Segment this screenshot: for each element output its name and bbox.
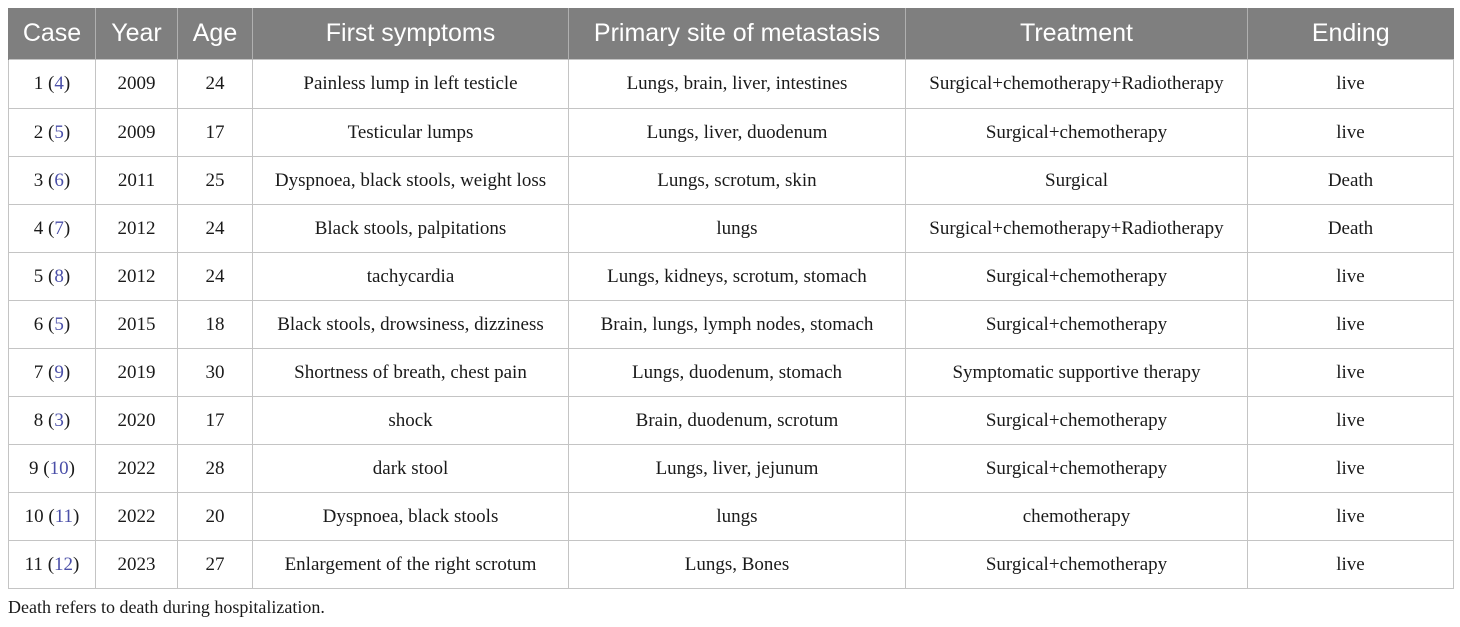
header-treatment: Treatment — [906, 8, 1248, 60]
cell-case: 9 (10) — [9, 445, 96, 493]
case-table-container — [8, 8, 1453, 589]
cell-ending: live — [1248, 397, 1454, 445]
reference-link[interactable]: 12 — [54, 553, 74, 575]
table-row — [9, 109, 1454, 157]
cell-first-symptoms: Shortness of breath, chest pain — [253, 349, 569, 397]
cell-ending: live — [1248, 301, 1454, 349]
reference-link[interactable]: 8 — [54, 265, 64, 287]
cell-treatment: Surgical+chemotherapy — [906, 253, 1248, 301]
cell-year: 2009 — [96, 60, 178, 109]
reference-link[interactable]: 3 — [54, 409, 64, 431]
cell-first-symptoms: Dyspnoea, black stools, weight loss — [253, 157, 569, 205]
cell-first-symptoms: Dyspnoea, black stools — [253, 493, 569, 541]
cell-first-symptoms: Testicular lumps — [253, 109, 569, 157]
cell-metastasis-site: Lungs, scrotum, skin — [569, 157, 906, 205]
case-table — [8, 8, 1454, 589]
cell-year: 2012 — [96, 253, 178, 301]
header-row — [9, 8, 1454, 60]
cell-treatment: Surgical+chemotherapy — [906, 541, 1248, 589]
header-metastasis-site: Primary site of metastasis — [569, 8, 906, 60]
table-row — [9, 493, 1454, 541]
case-number: 3 — [33, 169, 44, 191]
cell-age: 17 — [178, 397, 253, 445]
case-number: 8 — [33, 409, 44, 431]
cell-treatment: chemotherapy — [906, 493, 1248, 541]
cell-age: 24 — [178, 60, 253, 109]
cell-age: 17 — [178, 109, 253, 157]
cell-age: 30 — [178, 349, 253, 397]
cell-treatment: Surgical+chemotherapy+Radiotherapy — [906, 205, 1248, 253]
table-row — [9, 253, 1454, 301]
table-row — [9, 541, 1454, 589]
cell-age: 24 — [178, 253, 253, 301]
cell-year: 2022 — [96, 493, 178, 541]
header-year: Year — [96, 8, 178, 60]
cell-case: 2 (5) — [9, 109, 96, 157]
cell-year: 2012 — [96, 205, 178, 253]
cell-first-symptoms: Black stools, drowsiness, dizziness — [253, 301, 569, 349]
cell-case: 8 (3) — [9, 397, 96, 445]
table-row — [9, 205, 1454, 253]
header-first-symptoms: First symptoms — [253, 8, 569, 60]
cell-year: 2020 — [96, 397, 178, 445]
cell-metastasis-site: Lungs, brain, liver, intestines — [569, 60, 906, 109]
table-row — [9, 301, 1454, 349]
cell-metastasis-site: lungs — [569, 493, 906, 541]
cell-metastasis-site: Lungs, Bones — [569, 541, 906, 589]
case-number: 4 — [33, 217, 44, 239]
table-row — [9, 445, 1454, 493]
cell-treatment: Surgical+chemotherapy — [906, 301, 1248, 349]
reference-link[interactable]: 6 — [54, 169, 64, 191]
table-footnote: Death refers to death during hospitalization. — [8, 597, 325, 617]
cell-ending: Death — [1248, 157, 1454, 205]
cell-treatment: Symptomatic supportive therapy — [906, 349, 1248, 397]
header-case: Case — [9, 8, 96, 60]
cell-metastasis-site: Lungs, duodenum, stomach — [569, 349, 906, 397]
cell-metastasis-site: Lungs, liver, jejunum — [569, 445, 906, 493]
reference-link[interactable]: 5 — [54, 121, 64, 143]
case-number: 9 — [29, 457, 39, 479]
cell-first-symptoms: Enlargement of the right scrotum — [253, 541, 569, 589]
reference-link[interactable]: 4 — [54, 73, 64, 94]
cell-ending: live — [1248, 493, 1454, 541]
cell-metastasis-site: Lungs, liver, duodenum — [569, 109, 906, 157]
cell-year: 2022 — [96, 445, 178, 493]
table-row — [9, 397, 1454, 445]
case-number: 5 — [33, 265, 44, 287]
case-number: 7 — [33, 361, 44, 383]
case-number: 1 — [33, 73, 44, 94]
cell-year: 2015 — [96, 301, 178, 349]
cell-case: 4 (7) — [9, 205, 96, 253]
cell-metastasis-site: Brain, lungs, lymph nodes, stomach — [569, 301, 906, 349]
cell-ending: live — [1248, 541, 1454, 589]
cell-treatment: Surgical+chemotherapy — [906, 109, 1248, 157]
cell-age: 20 — [178, 493, 253, 541]
cell-age: 28 — [178, 445, 253, 493]
cell-year: 2019 — [96, 349, 178, 397]
case-number: 11 — [24, 553, 43, 575]
cell-treatment: Surgical — [906, 157, 1248, 205]
table-body — [9, 60, 1454, 589]
cell-ending: live — [1248, 60, 1454, 109]
cell-ending: live — [1248, 349, 1454, 397]
cell-metastasis-site: Lungs, kidneys, scrotum, stomach — [569, 253, 906, 301]
cell-case: 5 (8) — [9, 253, 96, 301]
case-number: 10 — [24, 505, 44, 527]
cell-age: 18 — [178, 301, 253, 349]
table-row — [9, 60, 1454, 109]
reference-link[interactable]: 10 — [49, 457, 69, 479]
cell-ending: live — [1248, 253, 1454, 301]
cell-metastasis-site: Brain, duodenum, scrotum — [569, 397, 906, 445]
reference-link[interactable]: 7 — [54, 217, 64, 239]
header-ending: Ending — [1248, 8, 1454, 60]
cell-treatment: Surgical+chemotherapy+Radiotherapy — [906, 60, 1248, 109]
cell-first-symptoms: dark stool — [253, 445, 569, 493]
table-row — [9, 157, 1454, 205]
cell-first-symptoms: Painless lump in left testicle — [253, 60, 569, 109]
header-age: Age — [178, 8, 253, 60]
cell-age: 25 — [178, 157, 253, 205]
cell-case: 11 (12) — [9, 541, 96, 589]
cell-age: 24 — [178, 205, 253, 253]
cell-treatment: Surgical+chemotherapy — [906, 397, 1248, 445]
reference-link[interactable]: 5 — [54, 313, 64, 335]
cell-treatment: Surgical+chemotherapy — [906, 445, 1248, 493]
cell-case: 10 (11) — [9, 493, 96, 541]
cell-year: 2009 — [96, 109, 178, 157]
case-number: 2 — [33, 121, 44, 143]
cell-ending: Death — [1248, 205, 1454, 253]
table-row — [9, 349, 1454, 397]
cell-metastasis-site: lungs — [569, 205, 906, 253]
cell-case: 6 (5) — [9, 301, 96, 349]
cell-case: 7 (9) — [9, 349, 96, 397]
cell-ending: live — [1248, 109, 1454, 157]
cell-first-symptoms: shock — [253, 397, 569, 445]
cell-first-symptoms: Black stools, palpitations — [253, 205, 569, 253]
reference-link[interactable]: 11 — [54, 505, 74, 527]
cell-year: 2023 — [96, 541, 178, 589]
cell-age: 27 — [178, 541, 253, 589]
cell-first-symptoms: tachycardia — [253, 253, 569, 301]
cell-ending: live — [1248, 445, 1454, 493]
reference-link[interactable]: 9 — [54, 361, 64, 383]
cell-case: 3 (6) — [9, 157, 96, 205]
cell-case: 1 (4) — [9, 60, 96, 109]
case-number: 6 — [33, 313, 44, 335]
cell-year: 2011 — [96, 157, 178, 205]
